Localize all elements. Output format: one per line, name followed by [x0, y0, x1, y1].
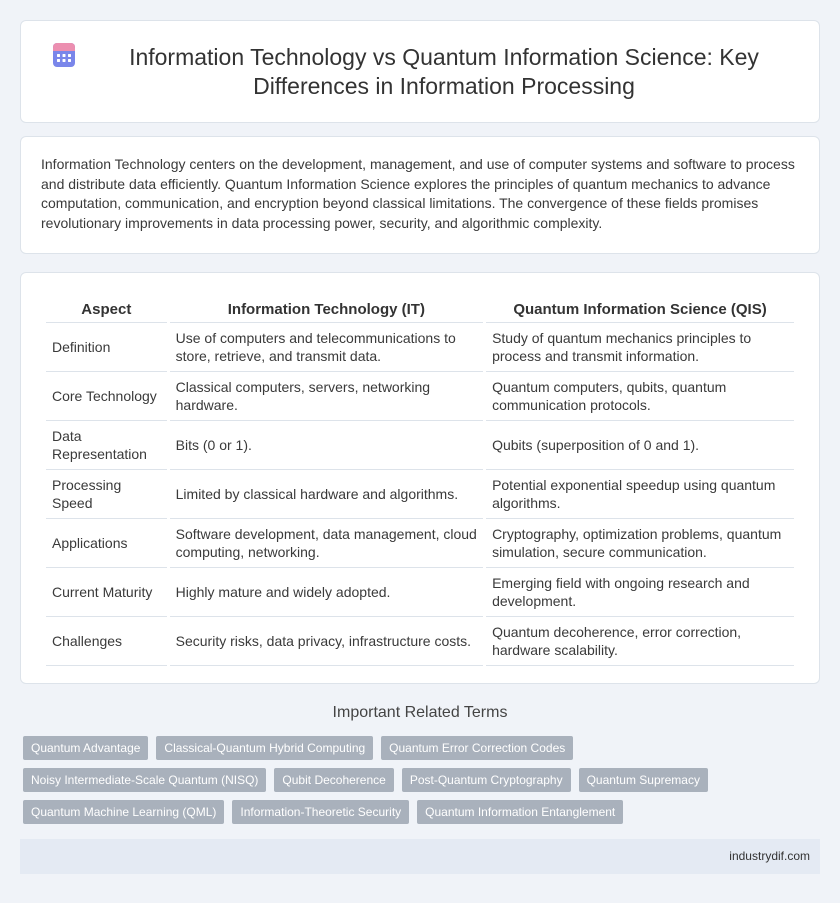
comparison-table	[43, 293, 797, 666]
table-row	[46, 568, 794, 617]
column-header: Information Technology (IT)	[170, 293, 483, 323]
aspect-cell: Challenges	[46, 617, 167, 666]
footer	[20, 839, 820, 874]
qis-cell: Emerging field with ongoing research and development.	[486, 568, 794, 617]
aspect-cell: Data Representation	[46, 421, 167, 470]
it-cell: Use of computers and telecommunications to store, retrieve, and transmit data.	[170, 323, 483, 372]
qis-cell: Potential exponential speedup using quantum algorithms.	[486, 470, 794, 519]
intro-card	[20, 136, 820, 254]
table-row	[46, 323, 794, 372]
related-term-tag[interactable]: Quantum Error Correction Codes	[381, 736, 573, 760]
it-cell: Classical computers, servers, networking hardware.	[170, 372, 483, 421]
related-term-tag[interactable]: Quantum Supremacy	[579, 768, 708, 792]
related-term-tag[interactable]: Classical-Quantum Hybrid Computing	[156, 736, 373, 760]
table-header-row	[46, 293, 794, 323]
column-header: Aspect	[46, 293, 167, 323]
aspect-cell: Current Maturity	[46, 568, 167, 617]
table-row	[46, 519, 794, 568]
page-title: Information Technology vs Quantum Information Science: Key Differences in Information Processing	[129, 43, 759, 99]
footer-site-link[interactable]: industrydif.com	[729, 849, 810, 863]
qis-cell: Cryptography, optimization problems, quantum simulation, secure communication.	[486, 519, 794, 568]
it-cell: Limited by classical hardware and algorithms.	[170, 470, 483, 519]
comparison-card	[20, 272, 820, 684]
it-cell: Bits (0 or 1).	[170, 421, 483, 470]
related-term-tag[interactable]: Quantum Advantage	[23, 736, 148, 760]
related-term-tag[interactable]: Qubit Decoherence	[274, 768, 393, 792]
calculator-icon	[51, 42, 77, 68]
related-term-tag[interactable]: Post-Quantum Cryptography	[402, 768, 571, 792]
qis-cell: Quantum computers, qubits, quantum communication protocols.	[486, 372, 794, 421]
related-terms-title: Important Related Terms	[332, 704, 508, 721]
aspect-cell: Definition	[46, 323, 167, 372]
related-term-tag[interactable]: Quantum Machine Learning (QML)	[23, 800, 224, 824]
column-header: Quantum Information Science (QIS)	[486, 293, 794, 323]
related-term-tag[interactable]: Quantum Information Entanglement	[417, 800, 623, 824]
table-row	[46, 372, 794, 421]
aspect-cell: Core Technology	[46, 372, 167, 421]
related-terms-list	[23, 736, 823, 824]
intro-paragraph: Information Technology centers on the development, management, and use of computer systems and software to process and distribute data efficiently. Quantum Information Science explores the principles of quantum mechanics to advance computation, communication, and encryption beyond classical limitations. The convergence of these fields promises revolutionary improvements in data processing power, security, and algorithmic complexity.	[41, 156, 795, 231]
it-cell: Software development, data management, cloud computing, networking.	[170, 519, 483, 568]
it-cell: Highly mature and widely adopted.	[170, 568, 483, 617]
related-term-tag[interactable]: Noisy Intermediate-Scale Quantum (NISQ)	[23, 768, 266, 792]
aspect-cell: Processing Speed	[46, 470, 167, 519]
it-cell: Security risks, data privacy, infrastructure costs.	[170, 617, 483, 666]
table-row	[46, 421, 794, 470]
table-row	[46, 470, 794, 519]
aspect-cell: Applications	[46, 519, 167, 568]
header-card	[20, 20, 820, 123]
qis-cell: Qubits (superposition of 0 and 1).	[486, 421, 794, 470]
related-term-tag[interactable]: Information-Theoretic Security	[232, 800, 409, 824]
qis-cell: Quantum decoherence, error correction, hardware scalability.	[486, 617, 794, 666]
qis-cell: Study of quantum mechanics principles to process and transmit information.	[486, 323, 794, 372]
table-row	[46, 617, 794, 666]
